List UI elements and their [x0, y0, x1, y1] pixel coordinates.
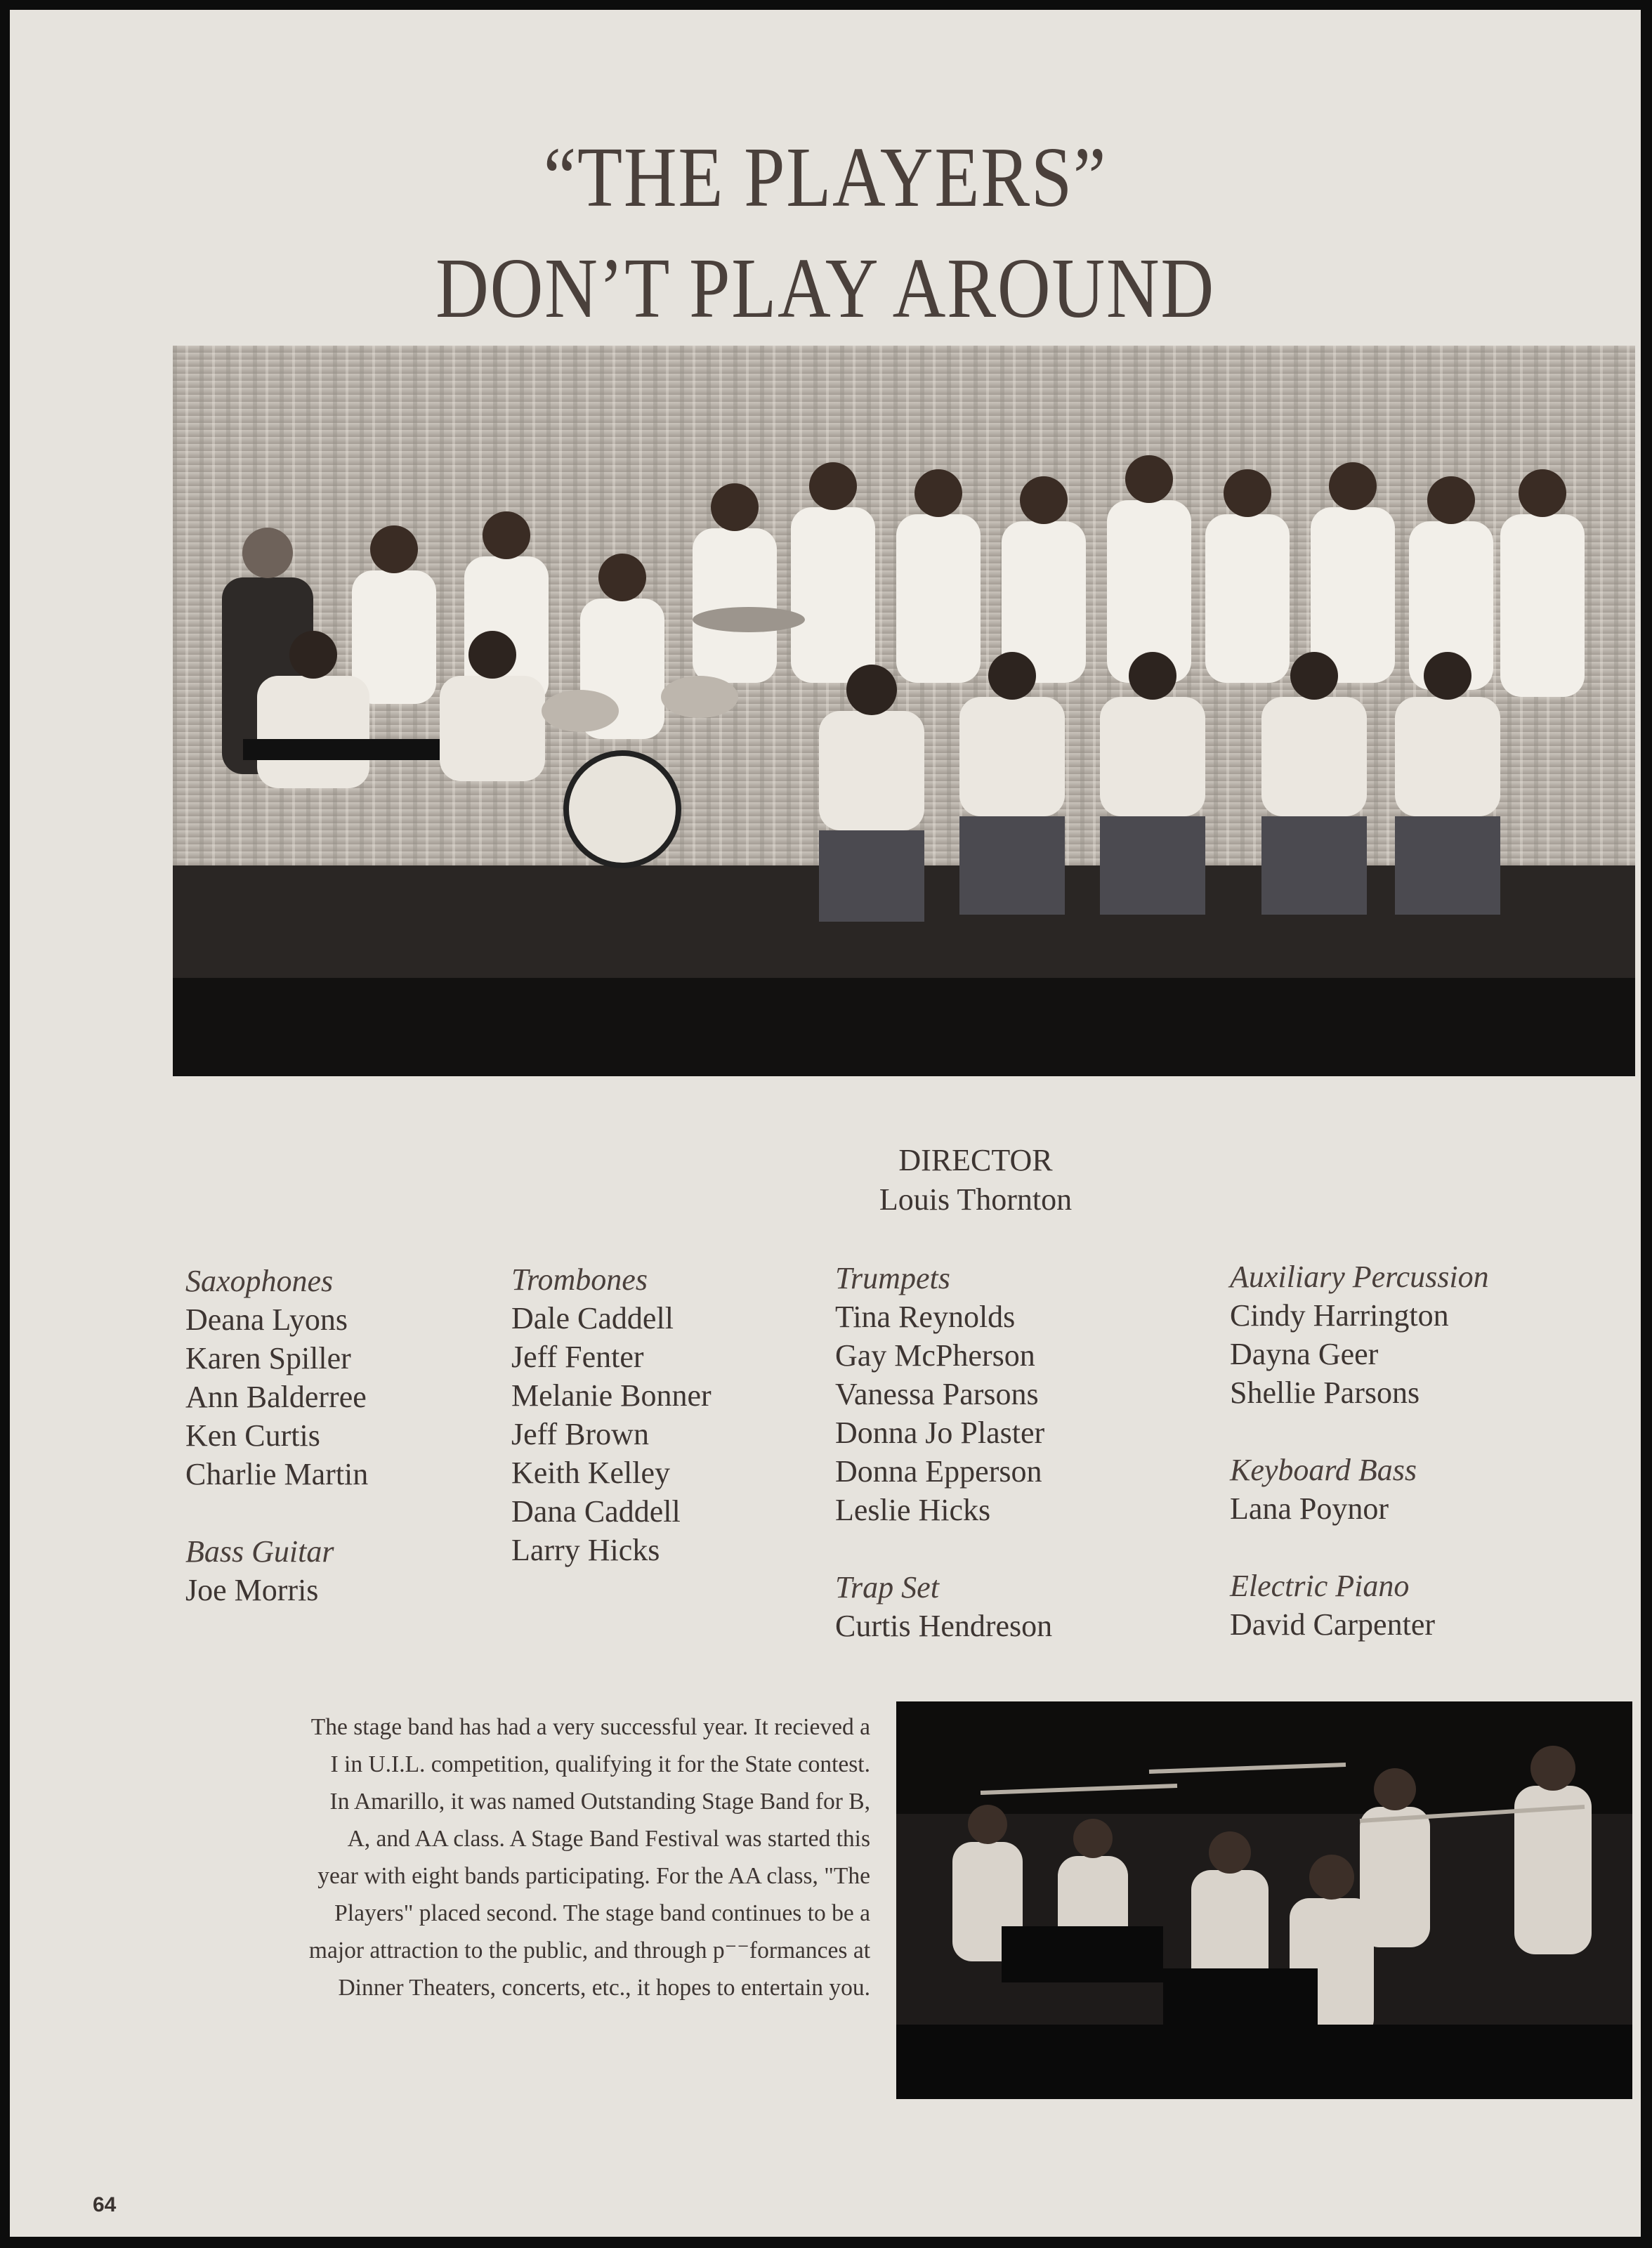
page-number: 64: [93, 2193, 117, 2216]
section-header-trombones: Trombones: [511, 1262, 648, 1297]
member-name: Curtis Hendreson: [835, 1609, 1053, 1643]
member-name: Vanessa Parsons: [835, 1377, 1039, 1411]
roster-column-1: [185, 1262, 368, 1609]
member-name: Joe Morris: [185, 1573, 319, 1607]
member-name: Gay McPherson: [835, 1338, 1035, 1373]
member-name: Deana Lyons: [185, 1302, 348, 1337]
band-performance-photo: [896, 1701, 1632, 2099]
member-name: Jeff Fenter: [511, 1340, 644, 1374]
member-name: David Carpenter: [1230, 1607, 1435, 1642]
paragraph-line: Dinner Theaters, concerts, etc., it hopes to entertain you.: [338, 1975, 870, 2001]
member-name: Donna Epperson: [835, 1454, 1042, 1489]
paragraph-line: I in U.I.L. competition, qualifying it for the State contest.: [330, 1751, 870, 1777]
paragraph-line: year with eight bands participating. For the AA class, "The: [317, 1863, 870, 1889]
roster-column-2: [511, 1260, 712, 1569]
member-name: Melanie Bonner: [511, 1378, 712, 1413]
member-name: Karen Spiller: [185, 1341, 351, 1375]
paragraph-line: The stage band has had a very successful year. It recieved a: [310, 1714, 870, 1740]
member-name: Dayna Geer: [1230, 1337, 1379, 1371]
section-header-saxophones: Saxophones: [185, 1264, 334, 1298]
member-name: Ken Curtis: [185, 1418, 320, 1453]
member-name: Shellie Parsons: [1230, 1375, 1420, 1410]
paragraph-line: A, and AA class. A Stage Band Festival was started this: [347, 1826, 870, 1852]
section-header-bass-guitar: Bass Guitar: [185, 1534, 334, 1569]
section-header-keyboard-bass: Keyboard Bass: [1230, 1453, 1417, 1487]
member-name: Cindy Harrington: [1230, 1298, 1449, 1333]
member-name: Larry Hicks: [511, 1533, 660, 1567]
member-name: Ann Balderree: [185, 1380, 367, 1414]
member-name: Charlie Martin: [185, 1457, 369, 1491]
paragraph-line: major attraction to the public, and through p⁻⁻formances at: [308, 1937, 870, 1963]
page-title-line-1: “THE PLAYERS”: [543, 130, 1108, 225]
section-header-auxiliary-percussion: Auxiliary Percussion: [1230, 1260, 1489, 1294]
director-name: Louis Thornton: [879, 1182, 1073, 1217]
member-name: Donna Jo Plaster: [835, 1416, 1045, 1450]
section-header-trumpets: Trumpets: [835, 1261, 950, 1295]
member-name: Dale Caddell: [511, 1301, 674, 1335]
band-description-paragraph: [161, 1708, 870, 2006]
member-name: Jeff Brown: [511, 1417, 649, 1451]
band-group-photo: [173, 346, 1635, 1076]
member-name: Keith Kelley: [511, 1456, 671, 1490]
roster-column-4: [1230, 1257, 1489, 1644]
section-header-electric-piano: Electric Piano: [1230, 1569, 1410, 1603]
member-name: Tina Reynolds: [835, 1300, 1016, 1334]
director-label: DIRECTOR: [898, 1143, 1053, 1177]
paragraph-line: In Amarillo, it was named Outstanding Stage Band for B,: [329, 1789, 870, 1815]
member-name: Leslie Hicks: [835, 1493, 991, 1527]
member-name: Lana Poynor: [1230, 1491, 1389, 1526]
section-header-trap-set: Trap Set: [835, 1570, 939, 1605]
member-name: Dana Caddell: [511, 1494, 681, 1529]
page-title-line-2: DON’T PLAY AROUND: [435, 241, 1215, 336]
roster-column-3: [835, 1259, 1052, 1645]
paragraph-line: Players" placed second. The stage band continues to be a: [334, 1900, 870, 1926]
yearbook-page: [10, 10, 1641, 2237]
